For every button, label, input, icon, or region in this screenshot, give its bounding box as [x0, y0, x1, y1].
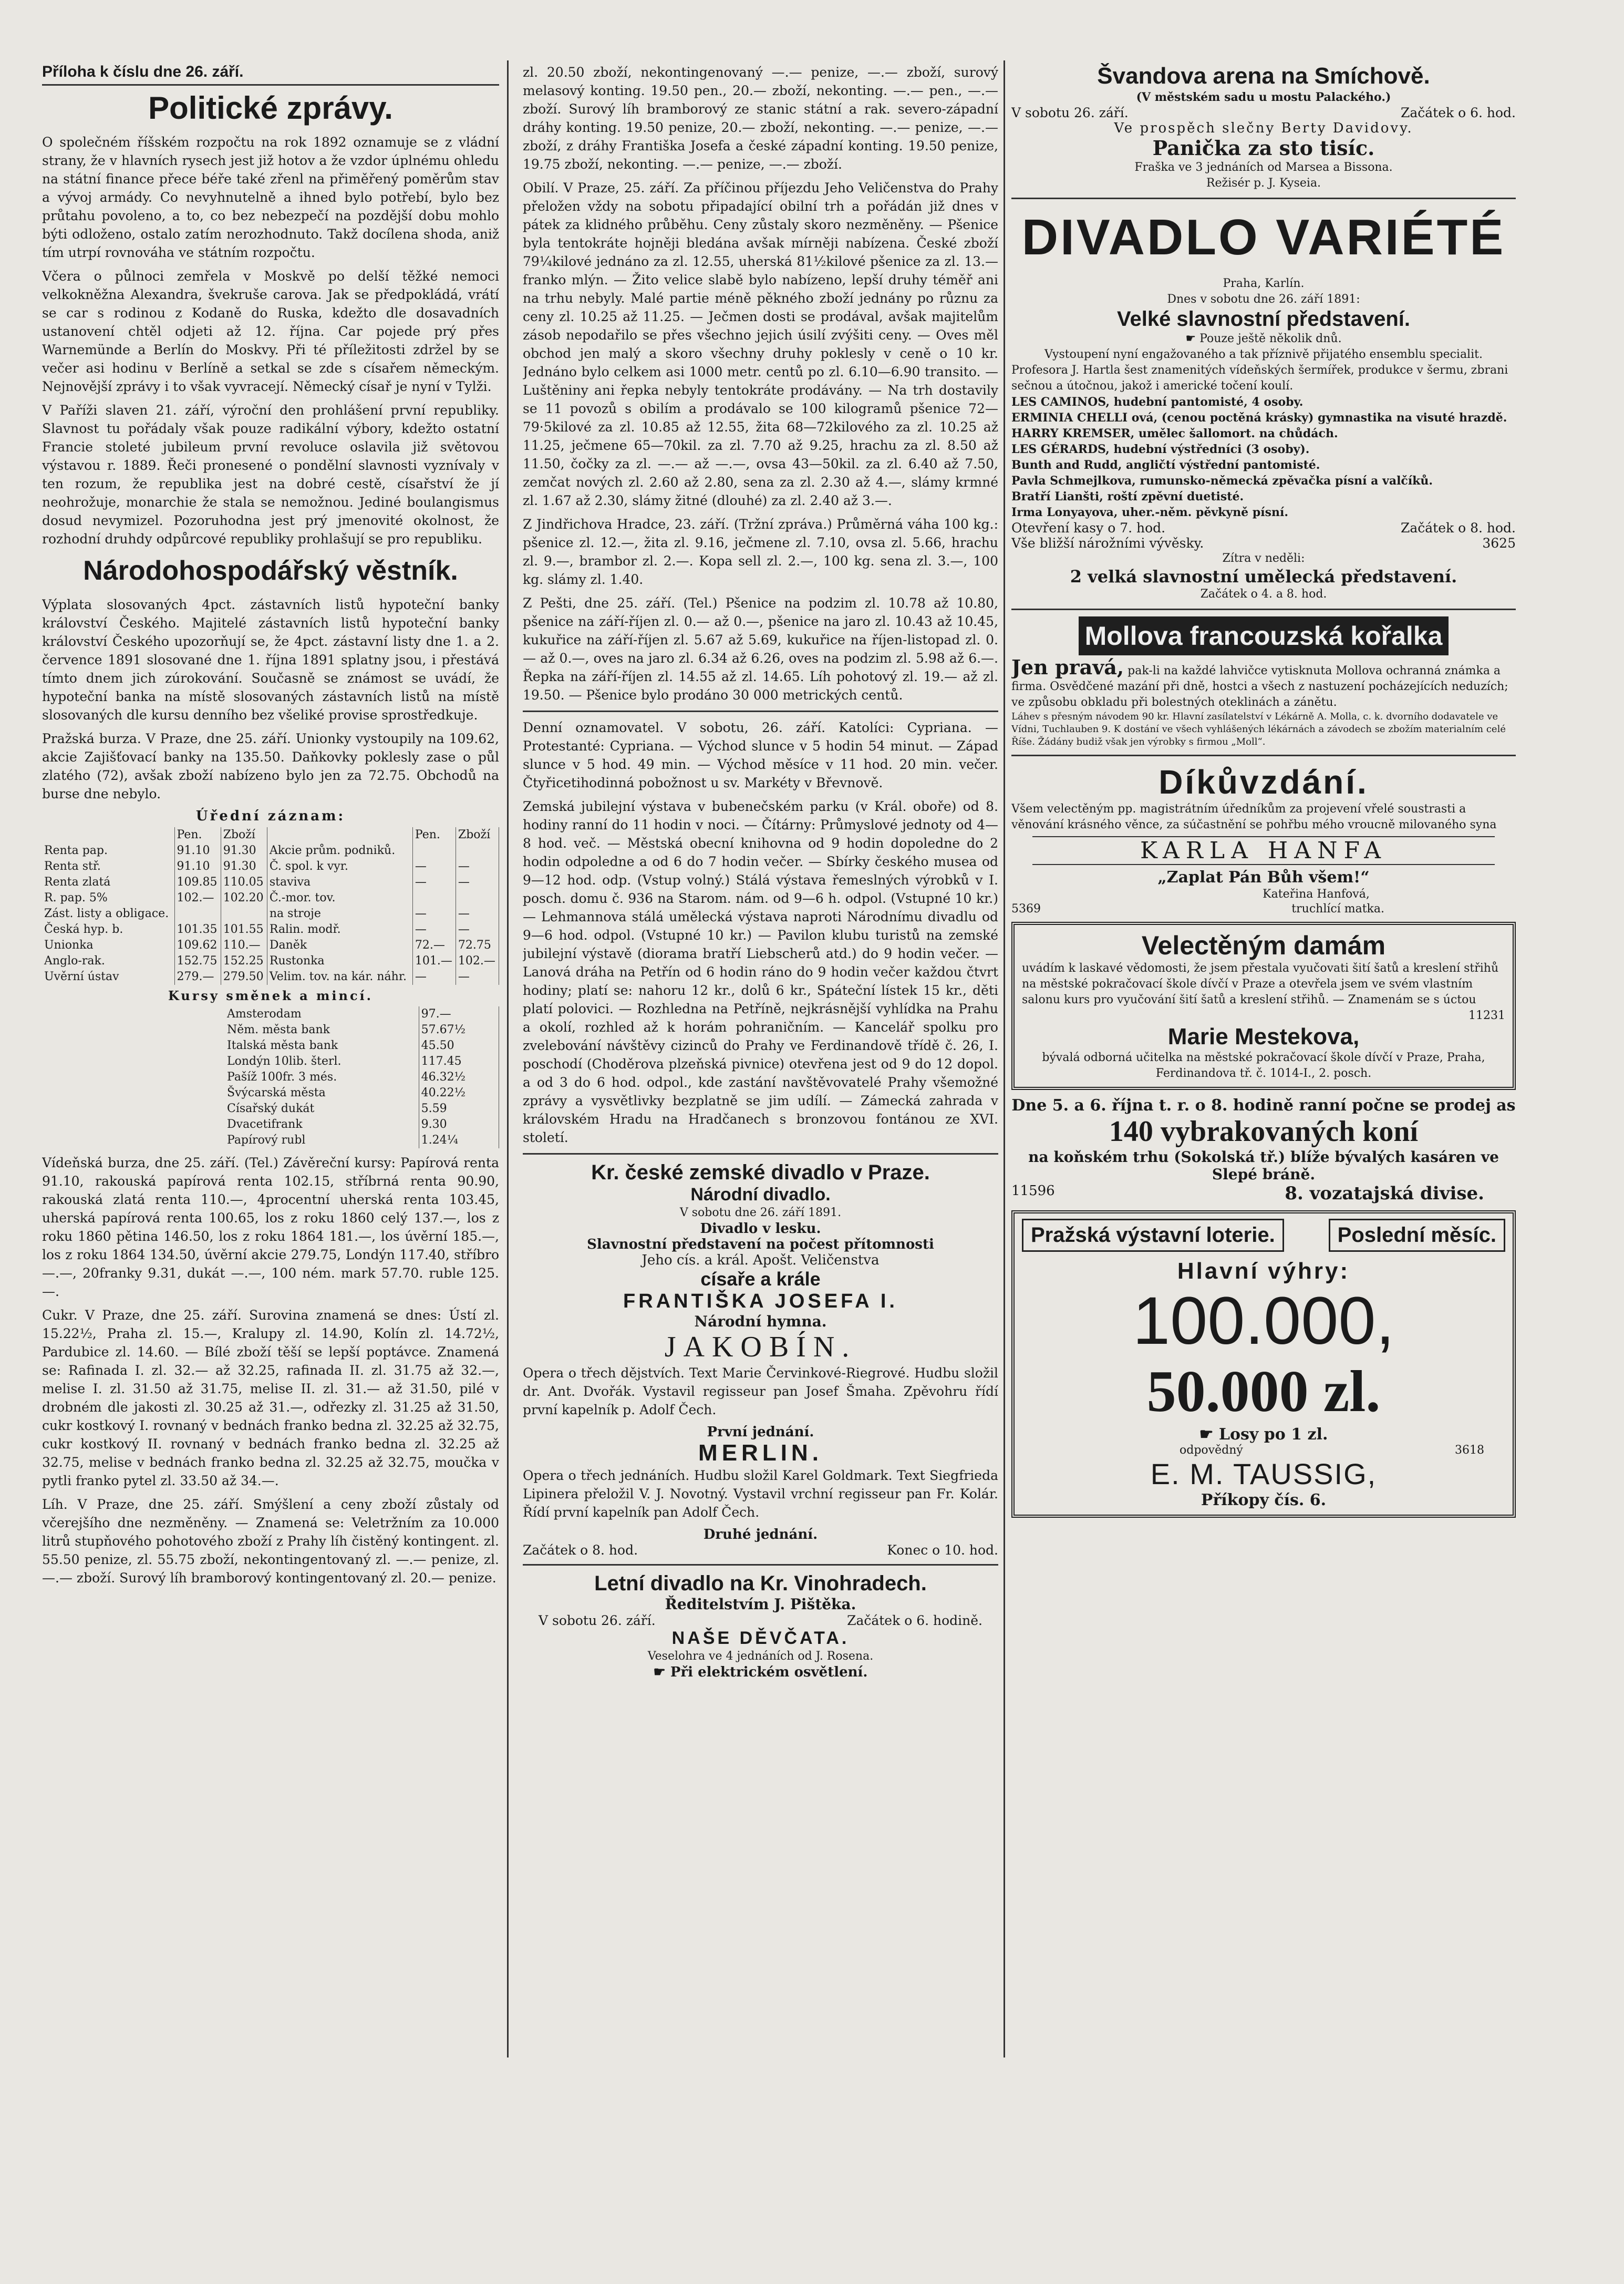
table-cell: 91.30 — [221, 859, 267, 874]
variete-text: Vystoupení nyní engažovaného a tak příznivě přijatého ensemblu specialit. — [1044, 348, 1483, 361]
table-cell: Něm. města bank — [225, 1022, 419, 1038]
table-row — [42, 859, 499, 874]
table-row — [225, 1006, 499, 1022]
article-paragraph: Výplata slosovaných 4pct. zástavních listů hypoteční banky království Českého. Majitelé zástavních listů hypoteční banky království Českého upozorňují se, že 4pct. zástavní listy dne 1. a 2. července 1891 slosované dne 1. října 1891 splatny jsou, i přestává tímto dnem jich zúrokování. Současně se známost se uvádí, že hypoteční banka na místě slosovaných zástavních listů na místě slosovaných dle kursu denního bez všeliké provise sprostředkuje. — [42, 597, 499, 723]
variete-num: 3625 — [1482, 536, 1516, 551]
table-cell: 152.25 — [221, 953, 267, 969]
table-row — [225, 1069, 499, 1085]
table-cell: — — [412, 859, 456, 874]
arena-play: Panička za sto tisíc. — [1152, 136, 1375, 160]
table-cell: — — [456, 906, 499, 922]
lottery-prize-1: 100.000, — [1132, 1283, 1395, 1359]
lottery-price-row — [1022, 1425, 1505, 1444]
table-cell: Daněk — [267, 938, 412, 953]
ladies-name: Marie Mestekova, — [1167, 1024, 1360, 1050]
lottery-num: 3618 — [1455, 1444, 1484, 1457]
table-row — [225, 1038, 499, 1054]
table-cell: — — [456, 969, 499, 985]
table-cell: 40.22½ — [419, 1085, 499, 1101]
table-cell: 91.10 — [174, 859, 221, 874]
table-cell: 101.— — [412, 953, 456, 969]
summer-light — [523, 1664, 998, 1680]
article-paragraph: Líh. V Praze, dne 25. září. Smýšlení a ceny zboží zůstaly od včerejšího dne nezměněny. — Znamená se: Veletržním za 10.000 litrů stupňového pohotového zboží z Prahy líh čistěný kontingent. zl. 55.50 penize, zl. 55.75 zboží, nekontingentovaný zl. —.— penize, zl. —.— zboží. Surový líh bramborový kontingentovaný zl. 20.— penize. — [42, 1497, 499, 1586]
variete-note-text: Pouze ještě několik dnů. — [1199, 332, 1342, 345]
table-cell: 46.32½ — [419, 1069, 499, 1085]
theatre-line: Národní hymna. — [694, 1313, 827, 1330]
summer-theatre-title: Letní divadlo na Kr. Vinohradech. — [594, 1572, 927, 1595]
table-cell: Amsterodam — [225, 1006, 419, 1022]
table-col-head: Pen. — [412, 827, 456, 843]
horses-footer — [1011, 1183, 1516, 1204]
summer-desc: Veselohra ve 4 jednáních od J. Rosena. — [647, 1650, 874, 1663]
table-row — [42, 890, 499, 906]
column-rule — [1004, 60, 1005, 2057]
table-cell: na stroje — [267, 906, 412, 922]
variete-date: Dnes v sobotu dne 26. září 1891: — [1167, 293, 1360, 306]
separator — [1011, 609, 1516, 610]
variete-posters: Vše bližší nárožními vývěsky. — [1011, 536, 1204, 551]
table-cell: 5.59 — [419, 1101, 499, 1117]
table-cell: 117.45 — [419, 1054, 499, 1069]
thanks-signer: Kateřina Hanfová, — [1263, 888, 1370, 901]
table-cell: Č. spol. k vyr. — [267, 859, 412, 874]
table-cell: 102.— — [456, 953, 499, 969]
separator — [1011, 755, 1516, 756]
column-middle — [523, 63, 998, 1680]
horses-div: 8. vozatajská divise. — [1285, 1183, 1484, 1204]
table-col-head — [267, 827, 412, 843]
table-cell: Unionka — [42, 938, 174, 953]
arena-sub: (V městském sadu u mostu Palackého.) — [1136, 90, 1391, 104]
summer-light-label: Při elektrickém osvětlení. — [670, 1664, 868, 1680]
article-paragraph: Denní oznamovatel. V sobotu, 26. září. Katolíci: Cypriana. — Protestanté: Cypriana. — Východ slunce v 5 hodin 54 minut. — Západ slunce v 5 hod. 49 min. — Východ měsíce v 11 hod. 20 min. večer. Čtyřicetihodinná pobožnost u sv. Markéty v Břevnově. — [523, 720, 998, 790]
lottery-vendor: E. M. TAUSSIG, — [1150, 1457, 1377, 1490]
variete-city: Praha, Karlín. — [1223, 277, 1305, 290]
table-cell: — — [412, 922, 456, 938]
table-cell: Švýcarská města — [225, 1085, 419, 1101]
exchange-title: Kursy směnek a mincí. — [168, 988, 374, 1003]
table-header-row — [42, 827, 499, 843]
arena-desc: Fraška ve 3 jednáních od Marsea a Bissona. — [1134, 161, 1393, 174]
table-cell: 101.55 — [221, 922, 267, 938]
table-cell: Renta stř. — [42, 859, 174, 874]
table-cell: Uvěrní ústav — [42, 969, 174, 985]
theatre-line: císaře a krále — [700, 1268, 821, 1290]
arena-start: Začátek o 6. hod. — [1400, 105, 1516, 120]
table-cell: Papírový rubl — [225, 1133, 419, 1148]
table-cell: 91.10 — [174, 843, 221, 859]
table-row — [42, 843, 499, 859]
pointing-hand-icon: ☛ — [653, 1664, 670, 1680]
end-time: Konec o 10. hod. — [887, 1542, 998, 1558]
moll-text-block — [1011, 655, 1516, 711]
table-cell: 110.05 — [221, 874, 267, 890]
opera-description: Opera o třech dějstvích. Text Marie Červinkové-Riegrové. Hudbu složil dr. Ant. Dvořák. Vystavil regisseur pan Josef Šmaha. Zpěvohru řídí první kapelník p. Adolf Čech. — [523, 1365, 998, 1417]
table-row — [42, 906, 499, 922]
table-cell: Velim. tov. na kár. náhr. — [267, 969, 412, 985]
lottery-resp: odpovědný — [1180, 1444, 1243, 1457]
opera-title: JAKOBÍN. — [664, 1331, 857, 1363]
theatre-line: Divadlo v lesku. — [700, 1221, 821, 1237]
table-row — [42, 938, 499, 953]
table-cell: — — [456, 922, 499, 938]
arena-time-row — [1011, 105, 1516, 120]
theatre-subtitle: Národní divadlo. — [690, 1185, 831, 1205]
table-cell: 91.30 — [221, 843, 267, 859]
thanks-footer — [1011, 902, 1516, 915]
table-row — [225, 1054, 499, 1069]
horses-title: 140 vybrakovaných koní — [1109, 1115, 1419, 1148]
article-paragraph: Včera o půlnoci zemřela v Moskvě po delší těžké nemoci velkokněžna Alexandra, švekruše carova. Jak se předpokládá, vrátí se car s rodinou z Kodaně do Ruska, kdežto dle dosavadních ustanovení chtěl odjeti až 12. října. Car pojede prý přes Warnemünde a Berlín do Moskvy. Při té příležitosti zdržel by se večer asi hodinu v Berlíně a setkal se zde s císařem německým. Nejnovější zprávy i to však vyvracejí. Německý císař je nyní v Tylži. — [42, 269, 499, 394]
performer-item: LES CAMINOS, hudební pantomisté, 4 osoby. — [1011, 395, 1304, 409]
separator — [523, 1564, 998, 1566]
act-label: První jednání. — [707, 1424, 814, 1440]
exchange-table — [225, 1006, 499, 1148]
arena-title: Švandova arena na Smíchově. — [1097, 63, 1430, 89]
time-row — [523, 1542, 998, 1558]
theatre-line: Slavnostní představení na počest přítomnosti — [587, 1237, 934, 1252]
summer-time-row — [523, 1613, 998, 1628]
variete-headline: Velké slavnostní představení. — [1116, 307, 1411, 331]
performer-item: ERMINIA CHELLI ová, (cenou poctěná krásky) gymnastika na visuté hrazdě. — [1011, 411, 1507, 425]
table-cell: Česká hyp. b. — [42, 922, 174, 938]
arena-benefit: Ve prospěch slečny Berty Davidovy. — [1114, 120, 1413, 136]
performer-item: Bunth and Rudd, angličtí výstřední pantomisté. — [1011, 458, 1320, 472]
table-cell: 102.— — [174, 890, 221, 906]
table-cell: 109.62 — [174, 938, 221, 953]
table-cell: Pašíž 100fr. 3 més. — [225, 1069, 419, 1085]
column-rule — [507, 60, 509, 2057]
variete-start: Začátek o 8. hod. — [1400, 520, 1516, 536]
table-col-head: Zboží — [456, 827, 499, 843]
horses-num: 11596 — [1011, 1183, 1055, 1199]
variete-sunday-time: Začátek o 4. a 8. hod. — [1200, 588, 1327, 601]
theatre-line: Jeho cís. a král. Apošt. Veličenstva — [642, 1252, 880, 1268]
lottery-price: Losy po 1 zl. — [1218, 1425, 1328, 1444]
economy-title: Národohospodářský věstník. — [83, 555, 458, 586]
article-paragraph: Cukr. V Praze, dne 25. září. Surovina znamená se dnes: Ústí zl. 15.22½, Praha zl. 15.—, Kralupy zl. 14.90, Kolín zl. 14.72½, Pardubice zl. 14.60. — Bílé zboží těší se lepší poptávce. Znamená se: Rafinada I. zl. 32.— až 32.25, rafinada II. zl. 31.75 až 32.—, melise I. zl. 31.50 až 31.75, melise II. zl. 31.— až 31.50, pilé v drobném dle jakosti zl. 30.25 až 31.—, odřezky zl. 31.25 až 31.50, cukr kostkový I. rovnaný v bednách franko bedna zl. 32.25 až 32.75, cukr kostkový II. rovnaný v bednách franko bedna zl. 32.25 až 32.75, melise v bednách franko bedna zl. 32.25 až 32.75, moučka v pytli franko pytel zl. 33.50 až 34.—. — [42, 1308, 499, 1488]
table-cell: 45.50 — [419, 1038, 499, 1054]
horses-text: na koňském trhu (Sokolská tř.) blíže bývalých kasáren ve Slepé bráně. — [1028, 1148, 1499, 1183]
table-cell: Italská města bank — [225, 1038, 419, 1054]
performer-item: Bratří Lianšti, roští zpěvní duetisté. — [1011, 490, 1244, 503]
table-cell: 57.67½ — [419, 1022, 499, 1038]
theatre-date: V sobotu dne 26. září 1891. — [679, 1206, 842, 1219]
ladies-num: 11231 — [1468, 1009, 1505, 1022]
ladies-text: uvádím k laskavé vědomosti, že jsem přestala vyučovati šití šatů a kreslení střihů na městské pokračovací škole dívčí v Praze a otevřela jsem ve svém vlastním salonu kurs pro vyučování šití šatů a kreslení střihů. — Znamenám se s úctou — [1022, 962, 1499, 1006]
variete-title: DIVADLO VARIÉTÉ — [1021, 209, 1506, 265]
moll-genuine: Jen pravá, — [1011, 655, 1124, 679]
lottery-prize-2: 50.000 zl. — [1146, 1359, 1381, 1424]
table-cell — [412, 890, 456, 906]
table-cell: 152.75 — [174, 953, 221, 969]
table-cell: 110.— — [221, 938, 267, 953]
arena-date: V sobotu 26. září. — [1011, 105, 1129, 120]
table-cell: — — [412, 874, 456, 890]
separator — [1011, 198, 1516, 199]
table-row — [42, 953, 499, 969]
summer-start: Začátek o 6. hodině. — [847, 1613, 982, 1628]
table-cell: R. pap. 5% — [42, 890, 174, 906]
table-cell: 102.20 — [221, 890, 267, 906]
table-cell: Renta pap. — [42, 843, 174, 859]
column-right — [1011, 63, 1516, 1524]
lottery-address: Příkopy čís. 6. — [1201, 1491, 1327, 1509]
performer-item: LES GÉRARDS, hudební výstředníci (3 osoby). — [1011, 443, 1310, 456]
table-cell: — — [412, 906, 456, 922]
moll-price: Láhev s přesným návodem 90 kr. Hlavní zasílatelství v Lékárně A. Molla, c. k. dvorního dodavatele ve Vídni, Tuchlauben 9. K dostání ve všech vyhlášených lékárnách a závodech se zbožím materialním celé Říše. Žádány budiž však jen výrobky s firmou „Moll“. — [1011, 711, 1506, 747]
opera-description: Opera o třech jednáních. Hudbu složil Karel Goldmark. Text Siegfrieda Lipinera přeložil V. J. Novotný. Vystavil vrchní regisseur pan Fr. Kolár. Řídí první kapelník pan Adolf Čech. — [523, 1468, 998, 1520]
thanks-quote: „Zaplat Pán Bůh všem!“ — [1157, 868, 1370, 887]
performer-item: Pavla Schmejlkova, rumunsko-německá zpěvačka písní a valčíků. — [1011, 474, 1433, 488]
table-cell: Zást. listy a obligace. — [42, 906, 174, 922]
table-row — [225, 1117, 499, 1133]
theatre-line: FRANTIŠKA JOSEFA I. — [623, 1290, 898, 1312]
lottery-ad — [1011, 1210, 1516, 1518]
table-row — [225, 1022, 499, 1038]
table-row — [225, 1133, 499, 1148]
pointing-hand-icon: ☛ — [1199, 1425, 1219, 1444]
table-cell: — — [456, 874, 499, 890]
table-cell: 101.35 — [174, 922, 221, 938]
theatre-title: Kr. české zemské divadlo v Praze. — [591, 1161, 930, 1184]
thanks-role: truchlící matka. — [1291, 902, 1384, 915]
article-paragraph: V Paříži slaven 21. září, výroční den prohlášení první republiky. Slavnost tu pořádaly však pouze radikální výbory, kdežto ostatní Francie stoleté jubileum první revoluce oslavila již světovou výstavou r. 1889. Řeči pronesené o pondělní slavnosti vyznívaly v ten rozum, že republika jest na dobré cestě, císařství že jí neohrožuje, monarchie že stala se nemožnou. Jediné boulangismus dosud nevymizel. Pozoruhodna jest prý jmenovité okolnost, že rozhodní druhdy odpůrcové republiky prohlašují se pro republiku. — [42, 403, 499, 547]
lottery-resp-row — [1022, 1444, 1505, 1457]
variete-time-row — [1011, 520, 1516, 536]
table-cell: Rustonka — [267, 953, 412, 969]
variete-note — [1011, 331, 1516, 347]
table-cell: 72.75 — [456, 938, 499, 953]
article-paragraph: Vídeňská burza, dne 25. září. (Tel.) Závěreční kursy: Papírová renta 91.10, rakouská papírová renta 102.15, stříbrná renta 90.90, rakouská zlatá renta 110.—, 4procentní uherská renta 103.45, uherská papírová renta 100.65, los z roku 1860 celý 137.—, los z roku 1860 pětina 146.50, los z roku 1864 181.—, los úvěrní 185.—, los z roku 1864 134.50, úvěrní akcie 279.75, Londýn 117.40, stříbro —.—, 20franky 9.31, dukát —.—, 100 ném. mark 57.70. ruble 125.—. — [42, 1155, 499, 1299]
table-cell: 279.50 — [221, 969, 267, 985]
table-cell: 97.— — [419, 1006, 499, 1022]
table-cell: 72.— — [412, 938, 456, 953]
performer-item: Irma Lonyayova, uher.-něm. pěvkyně písní. — [1011, 506, 1288, 519]
start-time: Začátek o 8. hod. — [523, 1542, 638, 1558]
moll-banner — [1011, 616, 1516, 655]
thanks-name: KARLA HANFA — [1032, 836, 1495, 865]
table-cell: 279.— — [174, 969, 221, 985]
table-cell: Akcie prům. podniků. — [267, 843, 412, 859]
horses-intro: Dne 5. a 6. října t. r. o 8. hodině ranní počne se prodej as — [1011, 1096, 1516, 1115]
lottery-prizes-label: Hlavní výhry: — [1177, 1258, 1350, 1284]
table-cell — [221, 906, 267, 922]
summer-date: V sobotu 26. září. — [539, 1613, 656, 1628]
performer-item: Profesora J. Hartla šest znamenitých vídeňských šermířek, produkce v šermu, zbrani sečnou a útočnou, jakož i americké točení koulí. — [1011, 364, 1508, 393]
table-row — [225, 1085, 499, 1101]
summer-play: NAŠE DĚVČATA. — [671, 1628, 850, 1648]
moll-title: Mollova francouzská kořalka — [1079, 616, 1449, 655]
table-cell: 109.85 — [174, 874, 221, 890]
table-cell: — — [456, 859, 499, 874]
separator — [523, 1153, 998, 1155]
thanks-title: Díkůvzdání. — [1158, 763, 1369, 801]
variete-open: Otevření kasy o 7. hod. — [1011, 520, 1166, 536]
article-paragraph: O společném říšském rozpočtu na rok 1892 oznamuje se z vládní strany, že v hlavních rysech jest již hotov a že vzdor úplnému ohledu na státní finance přece béře také zřenl na přiměřený poměrům stav a vývoj armády. Co nevyhnutelně a ihned bylo potřebí, bylo bez průtahu povoleno, a to, co bez nebezpečí na pozdější dobu mohlo býti odloženo, ostalo zatím nerozhodnuto. Takž docílena shoda, aniž tím utrpí rovnováha ve státním rozpočtu. — [42, 135, 499, 260]
variete-posters-row — [1011, 536, 1516, 551]
article-paragraph: zl. 20.50 zboží, nekontingenovaný —.— penize, —.— zboží, surový melasový konting. 19.50 pen., 20.— zboží, nekonting. —.— pen., —.— zboží. Surový líh bramborový ze stanic státní a rak. severo-západní dráhy konting. 19.50 penize, 20.— zboží, nekonting. —.— penize, —.— zboží, z dráhy Františka Josefa a české západní konting. 19.50 penize, 19.75 zboží, nekonting. —.— penize, —.— zboží. — [523, 65, 998, 172]
ladies-ad — [1011, 922, 1516, 1090]
article-paragraph: Zemská jubilejní výstava v bubenečském parku (v Král. oboře) od 8. hodiny ranní do 11 hodin v noci. — Čítárny: Průmyslové jednoty od 4—8 hod. več. — Městská obecní knihovna od 9 hodin dopoledne do 2 hodin odpoledne a od 6 do 7 hodin večer. — Sbírky českého musea od 9—12 hod. odp. (Vstup volný.) Stálá výstava řemeslných výrobků v I. posch. domu č. 936 na Starom. nám. od 9—6 h. odpol. (Vstupné 10 kr.) — Lehmannova stálá umělecká výstava naproti Národnímu divadlu od 9—6 hod. odpol. (Vstupné 10 kr.) — Pavilon klubu turistů na zemské jubilejní výstavě (diorama bratří Liebscherů atd.) do 9 hodin večer. — Lanová dráha na Petřín od 6 hodin ráno do 9 hodin večer každou čtvrt hodiny; platí se: nahoru 12 kr., dolů 6 kr., Spáteční lístek 15 kr., děti platí polovici. — Rozhledna na Petříně, nejkrásnější vyhlídka na Prahu a okolí, rozhled až k horám pohraničním. — Kancelář spolku pro zvelebování návštěvy cizinců do Prahy ve Ferdinandově třídě č. 26, I. poschodí (Choděrova plzeňská pivnice) otevřena jest od 9 do 12 dopol. a od 3 do 6 hod. odpol., kde zastání navštěvovatelé Prahy všemožné zprávy a vysvětlivky bezplatně se jim udílí. — Zámecká zahrada v královském Hradu na Hradčanech s bronzovou fontánou ze XVI. století. — [523, 799, 998, 1145]
table-cell — [174, 906, 221, 922]
lottery-last: Poslední měsíc. — [1329, 1219, 1505, 1252]
table-cell: Č.-mor. tov. — [267, 890, 412, 906]
performer-item: HARRY KREMSER, umělec šallomort. na chůdách. — [1011, 427, 1338, 440]
table-row — [42, 969, 499, 985]
thanks-text: Všem velectěným pp. magistrátním úředníkům za projevení vřelé soustrasti a věnování krásného věnce, za súčastnění se pohřbu mého vroucně milovaného syna — [1011, 803, 1497, 831]
arena-director: Režisér p. J. Kyseia. — [1206, 177, 1321, 190]
article-paragraph: Pražská burza. V Praze, dne 25. září. Unionky vystoupily na 109.62, akcie Zajišťovací banky na 135.50. Daňkovky poklesly zase o půl zlatého (72), avšak zboží nabízeno bylo jen za 72.75. Obchodů na burse dne nebylo. — [42, 731, 499, 801]
table-row — [225, 1101, 499, 1117]
act-label: Druhé jednání. — [703, 1527, 818, 1542]
ladies-sign: bývalá odborná učitelka na městské pokračovací škole dívčí v Praze, Praha, Ferdinandova tř. č. 1014-I., 2. posch. — [1042, 1051, 1485, 1080]
table-cell: Císařský dukát — [225, 1101, 419, 1117]
table-cell: Ralin. modř. — [267, 922, 412, 938]
table-cell: Anglo-rak. — [42, 953, 174, 969]
table-cell: Dvacetifrank — [225, 1117, 419, 1133]
table-col-head: Zboží — [221, 827, 267, 843]
supplement-header: Příloha k číslu dne 26. září. — [42, 63, 499, 86]
lottery-header — [1022, 1219, 1505, 1252]
table-cell: 1.24¼ — [419, 1133, 499, 1148]
table-cell — [456, 890, 499, 906]
summer-theatre-sub: Ředitelstvím J. Pištěka. — [665, 1596, 856, 1613]
opera-title: MERLIN. — [698, 1440, 823, 1466]
lottery-label: Pražská výstavní loterie. — [1022, 1219, 1284, 1252]
moll-text: pak-li na každé lahvičce vytisknuta Mollova ochranná známka a firma. Osvědčené mazání při dně, hostci a všech z nastuzení pocházejících neduzích; ve způsobu obkladu při bolestných oteklinách a zánětu. — [1011, 664, 1508, 709]
variete-sunday: Zítra v neděli: — [1222, 552, 1305, 565]
table-col-head: Pen. — [174, 827, 221, 843]
article-paragraph: Z Pešti, dne 25. září. (Tel.) Pšenice na podzim zl. 10.78 až 10.80, pšenice na září-říjen zl. 0.— až 0.—, pšenice na jaro zl. 10.43 až 10.45, kukuřice na září-říjen zl. 5.67 až 5.69, kukuřice na říjen-listopad zl. 0.— až 0.—, oves na jaro zl. 6.34 až 6.26, oves na podzim zl. 5.98 až 6.—. Řepka na září-říjen zl. 14.55 až zl. 14.65. Líh pohotový zl. 19.— až zl. 19.50. — Pšenice bylo prodáno 30 000 metrických centů. — [523, 595, 998, 703]
thanks-num: 5369 — [1011, 902, 1041, 915]
article-paragraph: Obilí. V Praze, 25. září. Za příčinou příjezdu Jeho Veličenstva do Prahy přeložen vždy na sobotu připadající obilní trh a pořádán již dnes v pátek za klidného průběhu. Ceny zůstaly skoro nezměněny. — Pšenice byla tentokráte hojněji bledána avšak mírněji nabízena. České zboží 79¼kilové jednáno za zl. 12.55, uherská 81½kilové pšenice za zl. 13.— franko mlýn. — Žito velice slabě bylo nabízeno, lepší druhy téměř ani na trhu nebyly. Malé partie méně pěkného zboží jednány po různu za ceny zl. 10.25 až 11.25. — Ječmen dosti se prodával, avšak majitelům zásob nepodařilo se přes všechno jejich úsilí zvýšiti ceny. — Oves měl obchod jen malý a skoro všechny druhy poklesly v ceně o 10 kr. Jednáno bylo celkem asi 1000 metr. centů po zl. 6.10—6.90 transito. — Luštěniny ani řepka nebyly tentokráte prodávány. — Na trh dostavily se 11 povozů s obilím a prodávalo se 100 kilogramů pšenice 72—79·5kilové za zl. 10.85 až 12.55, žita 68—72kilového za zl. 10.25 až 11.25, ječmene 65—70kil. za zl. 7.70 až 9.25, hrachu za zl. 8.50 až 11.50, čočky za zl. —.— až —.—, ovsa 43—50kil. za zl. 6.40 až 7.50, zemčat nových zl. 2.60 až 2.80, sena za zl. 2.30 až 4.—, slámy krmné zl. 1.67 až 2.30, slámy žitné (dlouhé) za zl. 2.40 až 3.—. — [523, 180, 998, 508]
variete-sunday2: 2 velká slavnostní umělecká představení. — [1070, 567, 1457, 587]
table-cell: Londýn 10lib. šterl. — [225, 1054, 419, 1069]
table-cell — [412, 843, 456, 859]
ladies-title: Velectěným damám — [1141, 931, 1386, 960]
separator — [523, 711, 998, 712]
table-title: Úřední záznam: — [195, 808, 346, 824]
table-cell: staviva — [267, 874, 412, 890]
table-cell: — — [412, 969, 456, 985]
article-paragraph: Z Jindřichova Hradce, 23. září. (Tržní zpráva.) Průměrná váha 100 kg.: pšenice zl. 12.—, žita zl. 9.16, ječmene zl. 7.10, ovsa zl. 5.66, hrachu zl. 9.—, brambor zl. 2.—. Kopa sell zl. 2.—, 100 kg. sena zl. 3.—, 100 kg. slámy zl. 1.40. — [523, 517, 998, 587]
table-row — [42, 874, 499, 890]
table-cell: 9.30 — [419, 1117, 499, 1133]
table-cell: Renta zlatá — [42, 874, 174, 890]
politics-title: Politické zprávy. — [148, 90, 393, 126]
stock-table — [42, 827, 499, 985]
pointing-hand-icon: ☛ — [1185, 332, 1200, 345]
column-left — [42, 63, 499, 1592]
table-cell — [456, 843, 499, 859]
table-row — [42, 922, 499, 938]
